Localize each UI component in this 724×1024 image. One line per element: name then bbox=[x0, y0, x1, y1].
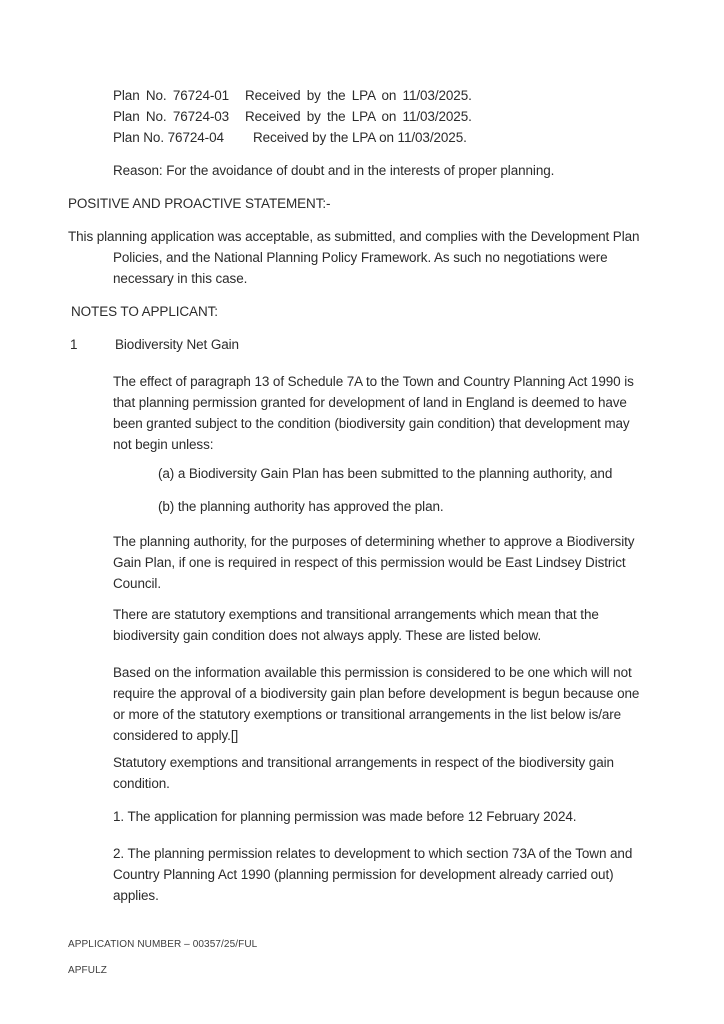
bng-effect-paragraph bbox=[113, 371, 668, 455]
text-line: that planning permission granted for development of land in England is deemed to have bbox=[113, 395, 627, 410]
text-line: considered to apply.[] bbox=[113, 728, 239, 743]
text-line: Based on the information available this permission is considered to be one which will not bbox=[113, 665, 632, 680]
reason-line: Reason: For the avoidance of doubt and in the interests of proper planning. bbox=[113, 163, 555, 178]
form-code-footer: APFULZ bbox=[68, 965, 107, 976]
plan-row bbox=[113, 127, 668, 148]
positive-statement-paragraph bbox=[68, 226, 668, 289]
text-line: This planning application was acceptable, as submitted, and complies with the Development Plan bbox=[68, 229, 640, 244]
plan-number: Plan No. 76724-03 bbox=[113, 109, 230, 124]
note-number: 1 bbox=[70, 337, 78, 352]
exemption-2-paragraph bbox=[113, 843, 668, 906]
text-line: or more of the statutory exemptions or transitional arrangements in the list below is/are bbox=[113, 707, 622, 722]
text-line: necessary in this case. bbox=[113, 271, 248, 286]
text-line: Statutory exemptions and transitional arrangements in respect of the biodiversity gain bbox=[113, 755, 614, 770]
plan-received-text: Received by the LPA on 11/03/2025. bbox=[245, 109, 472, 124]
text-line: applies. bbox=[113, 888, 159, 903]
note-title: Biodiversity Net Gain bbox=[115, 337, 239, 352]
plan-list bbox=[113, 85, 668, 148]
text-line: Country Planning Act 1990 (planning permission for development already carried out) bbox=[113, 867, 614, 882]
note-item-heading bbox=[68, 334, 668, 355]
plan-row bbox=[113, 106, 668, 127]
plan-received-text: Received by the LPA on 11/03/2025. bbox=[253, 130, 467, 145]
text-line: require the approval of a biodiversity gain plan before development is begun because one bbox=[113, 686, 640, 701]
plan-number: Plan No. 76724-04 bbox=[113, 130, 224, 145]
plan-row bbox=[113, 85, 668, 106]
exemption-1-line: 1. The application for planning permission was made before 12 February 2024. bbox=[113, 809, 577, 824]
text-line: Policies, and the National Planning Policy Framework. As such no negotiations were bbox=[113, 250, 608, 265]
clause-a-line: (a) a Biodiversity Gain Plan has been submitted to the planning authority, and bbox=[158, 466, 613, 481]
text-line: Gain Plan, if one is required in respect of this permission would be East Lindsey District bbox=[113, 555, 626, 570]
positive-statement-heading: POSITIVE AND PROACTIVE STATEMENT:- bbox=[68, 196, 331, 211]
application-number-footer: APPLICATION NUMBER – 00357/25/FUL bbox=[68, 939, 258, 950]
statutory-exemptions-heading-paragraph bbox=[113, 752, 668, 794]
text-line: The planning authority, for the purposes of determining whether to approve a Biodiversity bbox=[113, 534, 635, 549]
based-on-information-paragraph bbox=[113, 662, 668, 746]
clause-b-line: (b) the planning authority has approved the plan. bbox=[158, 499, 444, 514]
plan-number: Plan No. 76724-01 bbox=[113, 88, 230, 103]
text-line: There are statutory exemptions and transitional arrangements which mean that the bbox=[113, 607, 599, 622]
text-line: not begin unless: bbox=[113, 437, 214, 452]
notes-to-applicant-heading: NOTES TO APPLICANT: bbox=[71, 304, 218, 319]
exemptions-intro-paragraph bbox=[113, 604, 668, 646]
text-line: biodiversity gain condition does not always apply. These are listed below. bbox=[113, 628, 542, 643]
text-line: The effect of paragraph 13 of Schedule 7A to the Town and Country Planning Act 1990 is bbox=[113, 374, 634, 389]
text-line: Council. bbox=[113, 576, 161, 591]
text-line: 2. The planning permission relates to development to which section 73A of the Town and bbox=[113, 846, 633, 861]
text-line: condition. bbox=[113, 776, 170, 791]
planning-authority-paragraph bbox=[113, 531, 668, 594]
plan-received-text: Received by the LPA on 11/03/2025. bbox=[245, 88, 472, 103]
text-line: been granted subject to the condition (biodiversity gain condition) that development may bbox=[113, 416, 630, 431]
